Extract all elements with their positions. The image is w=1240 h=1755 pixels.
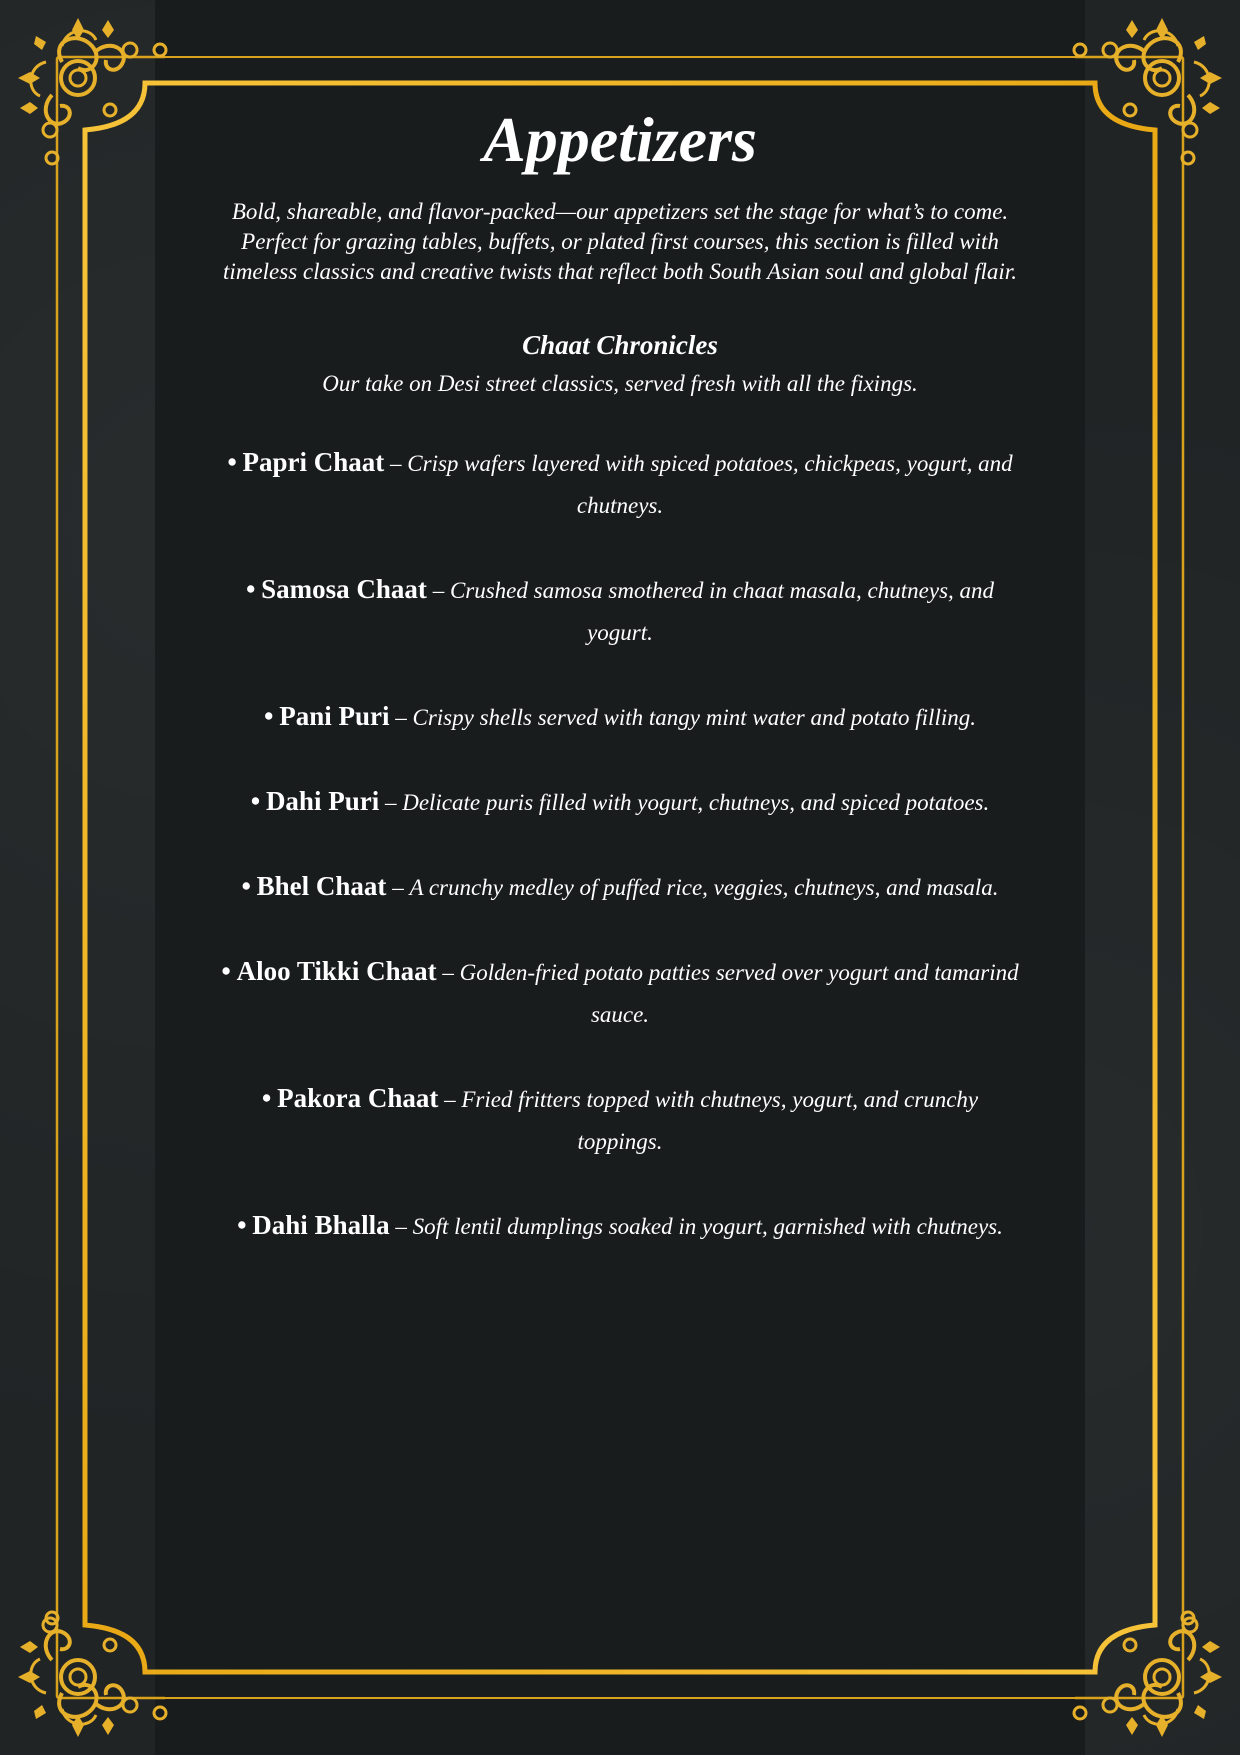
item-description: Crisp wafers layered with spiced potatoes, chickpeas, yogurt, and chutneys. xyxy=(407,451,1013,518)
bullet: • xyxy=(261,1083,272,1113)
separator: – xyxy=(392,875,404,900)
menu-item-aloo-tikki-chaat xyxy=(220,950,1020,1036)
menu-content xyxy=(200,95,1040,1289)
item-name: Pani Puri xyxy=(279,701,390,731)
bullet: • xyxy=(241,871,251,901)
bullet: • xyxy=(227,447,237,477)
corner-ornament-icon-bottom-left xyxy=(18,1618,137,1737)
bullet: • xyxy=(245,574,256,604)
menu-item-bhel-chaat xyxy=(220,865,1020,909)
menu-item-pakora-chaat xyxy=(220,1077,1020,1163)
item-description: Delicate puris filled with yogurt, chutneys, and spiced potatoes. xyxy=(402,790,990,815)
separator: – xyxy=(432,578,445,603)
item-description: A crunchy medley of puffed rice, veggies, chutneys, and masala. xyxy=(409,875,999,900)
item-description: Crushed samosa smothered in chaat masala, chutneys, and yogurt. xyxy=(449,578,995,645)
menu-item-dahi-puri xyxy=(220,780,1020,824)
item-description: Crispy shells served with tangy mint water and potato filling. xyxy=(412,705,976,730)
separator: – xyxy=(395,1214,407,1239)
corner-ornament-icon-bottom-right xyxy=(1103,1618,1222,1737)
bullet: • xyxy=(237,1210,247,1240)
item-name: Pakora Chaat xyxy=(277,1083,439,1113)
item-name: Papri Chaat xyxy=(242,447,385,477)
separator: – xyxy=(444,1087,456,1112)
separator: – xyxy=(395,705,407,730)
section-title: Chaat Chronicles xyxy=(522,330,718,360)
corner-ornament-icon-top-left xyxy=(18,18,137,137)
item-name: Dahi Bhalla xyxy=(252,1210,390,1240)
bullet: • xyxy=(221,956,231,986)
item-description: Soft lentil dumplings soaked in yogurt, garnished with chutneys. xyxy=(412,1214,1003,1239)
menu-item-samosa-chaat xyxy=(220,568,1020,654)
item-name: Dahi Puri xyxy=(265,786,380,816)
menu-item-dahi-bhalla xyxy=(220,1204,1020,1248)
page-title: Appetizers xyxy=(483,104,757,175)
separator: – xyxy=(384,790,397,815)
item-description: Golden-fried potato patties served over yogurt and tamarind sauce. xyxy=(459,960,1019,1027)
corner-ornament-icon-top-right xyxy=(1103,18,1222,137)
menu-item-papri-chaat xyxy=(220,441,1020,527)
bullet: • xyxy=(250,786,261,816)
separator: – xyxy=(442,960,454,985)
section-subtitle: Our take on Desi street classics, served fresh with all the fixings. xyxy=(322,371,918,396)
menu-item-list xyxy=(200,441,1040,1248)
item-name: Aloo Tikki Chaat xyxy=(236,956,437,986)
item-name: Samosa Chaat xyxy=(261,574,427,604)
menu-item-pani-puri xyxy=(220,695,1020,739)
separator: – xyxy=(390,451,402,476)
item-description: Fried fritters topped with chutneys, yogurt, and crunchy toppings. xyxy=(461,1087,979,1154)
intro-paragraph: Bold, shareable, and flavor-packed—our appetizers set the stage for what’s to come. Perfect for grazing tables, buffets, or plated first courses, this section is filled with timeless classics and creative twists that reflect both South Asian soul and global flair. xyxy=(223,199,1017,284)
item-name: Bhel Chaat xyxy=(256,871,387,901)
bullet: • xyxy=(264,701,274,731)
